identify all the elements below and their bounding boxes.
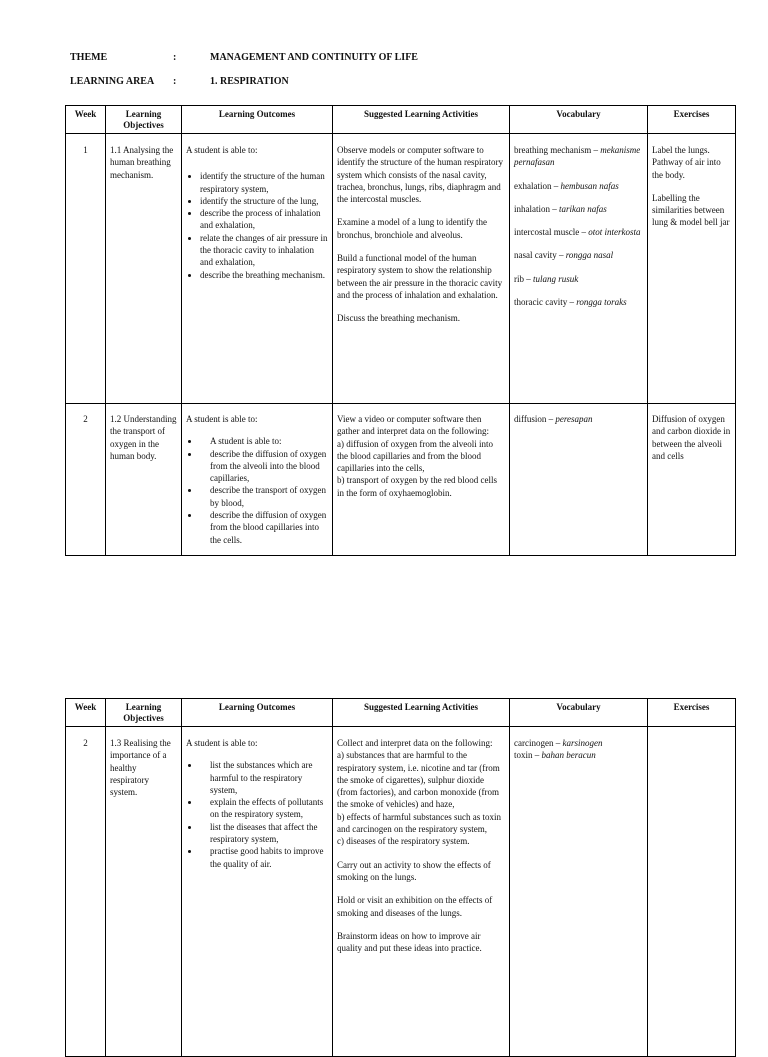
vocab-entry: intercostal muscle – otot interkosta [514, 227, 641, 238]
list-item: • A student is able to: [200, 435, 328, 447]
table-row [66, 727, 736, 1057]
vocab-entry: toxin – bahan beracun [514, 750, 596, 761]
vocab-translation: otot interkosta [588, 227, 641, 238]
vocab-term: toxin [514, 750, 533, 761]
outcomes-cell [182, 727, 333, 1057]
vocab-term: intercostal muscle [514, 227, 580, 238]
theme-label: THEME [70, 52, 108, 63]
activities-cell: View a video or computer software then gather and interpret data on the following: a) diffusion of oxygen from the alveoli into the blood capillaries and from the blood capillaries into the cells, b) transport of oxygen by the red blood cells in the form of oxyhaemoglobin. [333, 404, 510, 556]
vocab-translation: peresapan [555, 414, 593, 424]
vocab-translation: rongga toraks [576, 297, 627, 308]
vocab-translation: hembusan nafas [560, 180, 619, 191]
outcomes-cell [182, 404, 333, 556]
learning-area-label: LEARNING AREA [70, 76, 155, 87]
objective-cell: 1.1 Analysing the human breathing mechanism. [106, 134, 182, 404]
table-header-row [66, 106, 736, 134]
col-header-week: Week [66, 106, 106, 134]
list-item: • describe the diffusion of oxygen from the alveoli into the blood capillaries, [200, 448, 328, 485]
vocabulary-cell [510, 404, 648, 556]
outcomes-cell [182, 134, 333, 404]
list-item: • identify the structure of the human respiratory system, [200, 170, 328, 195]
vocab-translation: tulang rusuk [533, 273, 579, 284]
vocabulary-cell [510, 727, 648, 1057]
activity-paragraph: Build a functional model of the human respiratory system to show the relationship between the air pressure in the thoracic cavity and the process of inhalation and exhalation. [337, 253, 503, 300]
objective-cell: 1.2 Understanding the transport of oxygen in the human body. [106, 404, 182, 556]
vocab-term: thoracic cavity [514, 297, 568, 308]
learning-area-value: 1. RESPIRATION [210, 76, 289, 87]
list-item: • identify the structure of the lung, [200, 195, 328, 207]
exercises-cell [648, 134, 736, 404]
col-header-week: Week [66, 699, 106, 727]
vocab-term: diffusion [514, 414, 547, 424]
vocab-entry: nasal cavity – rongga nasal [514, 250, 614, 261]
table-header-row [66, 699, 736, 727]
week-cell: 2 [66, 727, 106, 1057]
outcome-intro: A student is able to: [186, 145, 258, 155]
activity-paragraph: Discuss the breathing mechanism. [337, 313, 460, 324]
vocab-term: rib [514, 273, 524, 284]
vocab-entry: inhalation – tarikan nafas [514, 203, 607, 214]
activity-paragraph: Observe models or computer software to identify the structure of the human respiratory system which consists of the nasal cavity, trachea, bronchus, lungs, ribs, diaphragm and the intercostal muscles. [337, 145, 503, 205]
activity-paragraph: Hold or visit an exhibition on the effects of smoking and diseases of the lungs. [337, 895, 493, 918]
vocab-entry: exhalation – hembusan nafas [514, 180, 619, 191]
col-header-activities: Suggested Learning Activities [333, 106, 510, 134]
list-item: • list the substances which are harmful to the respiratory system, [200, 759, 328, 796]
activities-cell [333, 134, 510, 404]
vocab-term: nasal cavity [514, 250, 557, 261]
exercise-text: Labelling the similarities between lung & model bell jar [652, 192, 730, 228]
exercises-cell: Diffusion of oxygen and carbon dioxide in between the alveoli and cells [648, 404, 736, 556]
col-header-outcomes: Learning Outcomes [182, 699, 333, 727]
outcome-list [186, 759, 328, 870]
col-header-activities: Suggested Learning Activities [333, 699, 510, 727]
list-item: • describe the process of inhalation and exhalation, [200, 207, 328, 232]
vocab-entry: breathing mechanism – mekanisme pernafasan [514, 145, 641, 168]
vocab-translation: bahan beracun [541, 750, 596, 761]
col-header-objectives: Learning Objectives [106, 699, 182, 727]
activity-paragraph: Collect and interpret data on the following: a) substances that are harmful to the respiratory system, i.e. nicotine and tar (from the smoke of cigarettes), sulphur dioxide (from factories), and carbon monoxide (from the smoke of vehicles) and haze, b) effects of harmful substances such as toxin and carcinogen on the respiratory system, c) diseases of the respiratory system. [337, 738, 502, 847]
vocab-translation: tarikan nafas [559, 203, 607, 214]
vocab-term: carcinogen [514, 738, 554, 748]
col-header-outcomes: Learning Outcomes [182, 106, 333, 134]
table-row [66, 404, 736, 556]
activity-paragraph: Carry out an activity to show the effects of smoking on the lungs. [337, 859, 491, 882]
activity-paragraph: Brainstorm ideas on how to improve air quality and put these ideas into practice. [337, 930, 482, 954]
col-header-vocabulary: Vocabulary [510, 106, 648, 134]
vocab-entry: diffusion – peresapan [514, 414, 593, 424]
list-item: • describe the diffusion of oxygen from the blood capillaries into the cells. [200, 509, 328, 546]
outcome-intro: A student is able to: [186, 414, 258, 424]
vocab-entry: thoracic cavity – rongga toraks [514, 297, 627, 308]
list-item: • practise good habits to improve the quality of air. [200, 845, 328, 870]
vocab-entry: carcinogen – karsinogen [514, 738, 603, 748]
outcome-list [186, 435, 328, 546]
col-header-exercises: Exercises [648, 699, 736, 727]
vocab-translation: mekanisme pernafasan [514, 145, 641, 168]
vocab-term: inhalation [514, 203, 550, 214]
col-header-objectives: Learning Objectives [106, 106, 182, 134]
vocabulary-cell [510, 134, 648, 404]
exercise-text: Label the lungs. Pathway of air into the body. [652, 145, 721, 180]
vocab-term: breathing mechanism [514, 145, 592, 155]
syllabus-table-1 [65, 105, 736, 556]
theme-value: MANAGEMENT AND CONTINUITY OF LIFE [210, 52, 418, 63]
objective-cell: 1.3 Realising the importance of a healthy respiratory system. [106, 727, 182, 1057]
table-row [66, 134, 736, 404]
col-header-vocabulary: Vocabulary [510, 699, 648, 727]
vocab-translation: rongga nasal [565, 250, 614, 261]
theme-colon: : [173, 52, 177, 63]
outcome-intro: A student is able to: [186, 738, 258, 748]
activities-cell [333, 727, 510, 1057]
vocab-translation: karsinogen [562, 738, 603, 748]
list-item: • describe the breathing mechanism. [200, 269, 328, 281]
list-item: • explain the effects of pollutants on the respiratory system, [200, 796, 328, 821]
vocab-term: exhalation [514, 180, 552, 191]
syllabus-table-2 [65, 698, 736, 1057]
week-cell: 2 [66, 404, 106, 556]
col-header-exercises: Exercises [648, 106, 736, 134]
outcome-list [186, 170, 328, 281]
exercises-cell [648, 727, 736, 1057]
list-item: • describe the transport of oxygen by blood, [200, 484, 328, 509]
week-cell: 1 [66, 134, 106, 404]
list-item: • list the diseases that affect the respiratory system, [200, 821, 328, 846]
learning-area-colon: : [173, 76, 177, 87]
vocab-entry: rib – tulang rusuk [514, 273, 579, 284]
list-item: • relate the changes of air pressure in the thoracic cavity to inhalation and exhalation, [200, 232, 328, 269]
activity-paragraph: Examine a model of a lung to identify the bronchus, bronchiole and alveolus. [337, 217, 487, 240]
